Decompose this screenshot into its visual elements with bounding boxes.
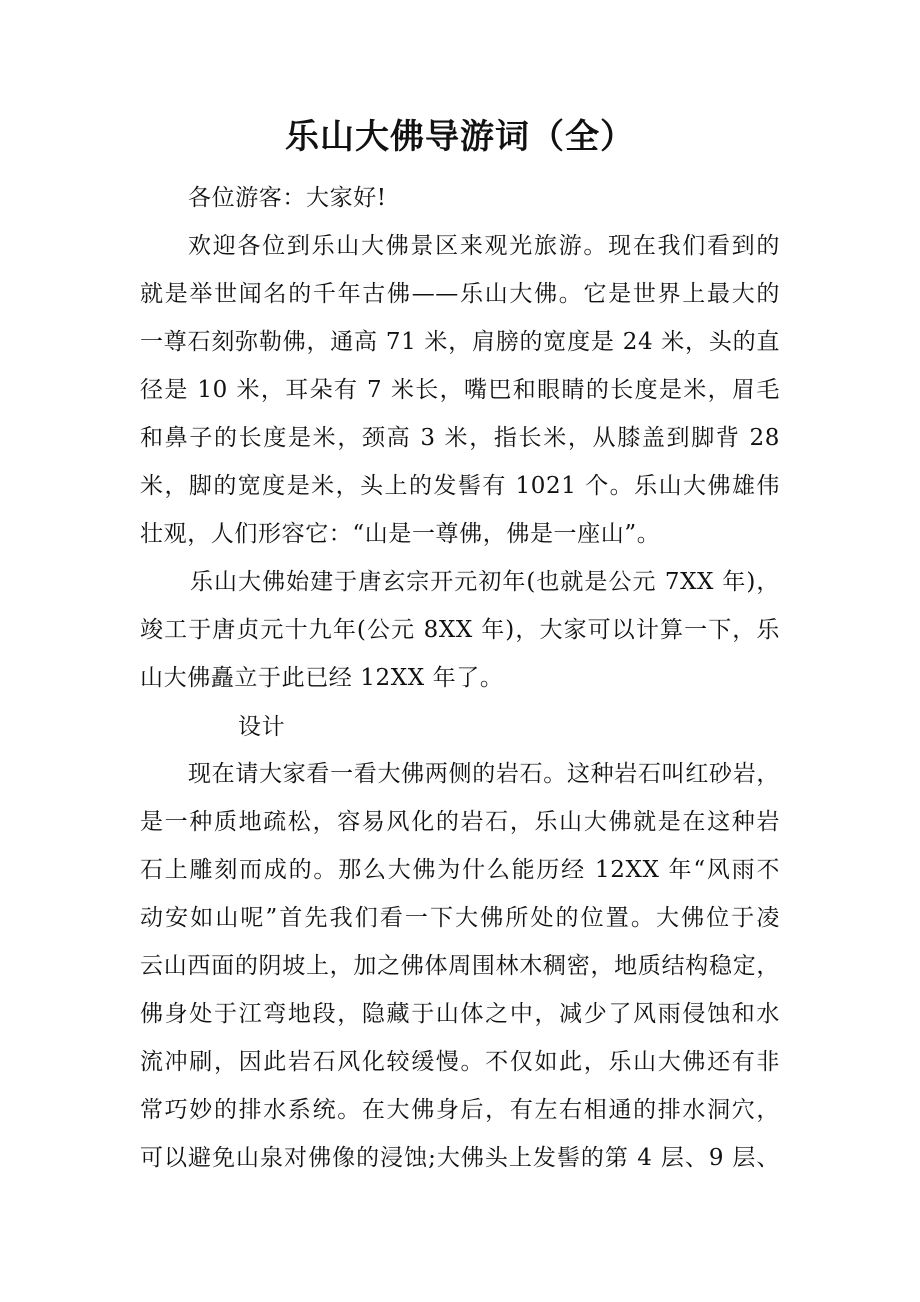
paragraph-line: 动安如山呢”首先我们看一下大佛所处的位置。大佛位于凌 — [140, 905, 780, 931]
paragraph-line: 佛身处于江弯地段，隐藏于山体之中，减少了风雨侵蚀和水 — [140, 1001, 780, 1027]
subheading: 设计 — [238, 714, 286, 740]
paragraph-line: 米，脚的宽度是米，头上的发髻有 1021 个。乐山大佛雄伟 — [140, 473, 780, 499]
paragraph-line: 就是举世闻名的千年古佛——乐山大佛。它是世界上最大的 — [140, 281, 780, 307]
paragraph-line: 可以避免山泉对佛像的浸蚀;大佛头上发髻的第 4 层、9 层、 — [140, 1145, 780, 1171]
paragraph-line: 欢迎各位到乐山大佛景区来观光旅游。现在我们看到的 — [188, 233, 780, 259]
paragraph-line: 现在请大家看一看大佛两侧的岩石。这种岩石叫红砂岩， — [188, 761, 780, 787]
paragraph-line: 乐山大佛始建于唐玄宗开元初年(也就是公元 7XX 年)， — [190, 569, 780, 595]
paragraph-line: 和鼻子的长度是米，颈高 3 米，指长米，从膝盖到脚背 28 — [140, 425, 780, 451]
paragraph-line: 壮观，人们形容它：“山是一尊佛，佛是一座山”。 — [140, 521, 661, 547]
paragraph-line: 常巧妙的排水系统。在大佛身后，有左右相通的排水洞穴， — [140, 1097, 780, 1123]
paragraph-line: 云山西面的阴坡上，加之佛体周围林木稠密，地质结构稳定， — [140, 953, 780, 979]
paragraph-line: 竣工于唐贞元十九年(公元 8XX 年)，大家可以计算一下，乐 — [140, 617, 780, 643]
paragraph-line: 径是 10 米，耳朵有 7 米长，嘴巴和眼睛的长度是米，眉毛 — [140, 377, 780, 403]
paragraph-line: 是一种质地疏松，容易风化的岩石，乐山大佛就是在这种岩 — [140, 809, 780, 835]
greeting: 各位游客：大家好! — [188, 185, 387, 211]
paragraph-line: 流冲刷，因此岩石风化较缓慢。不仅如此，乐山大佛还有非 — [140, 1049, 780, 1075]
paragraph-line: 石上雕刻而成的。那么大佛为什么能历经 12XX 年“风雨不 — [140, 857, 780, 883]
document-title: 乐山大佛导游词（全） — [285, 117, 635, 157]
paragraph-line: 一尊石刻弥勒佛，通高 71 米，肩膀的宽度是 24 米，头的直 — [140, 329, 780, 355]
paragraph-line: 山大佛矗立于此已经 12XX 年了。 — [140, 665, 504, 691]
